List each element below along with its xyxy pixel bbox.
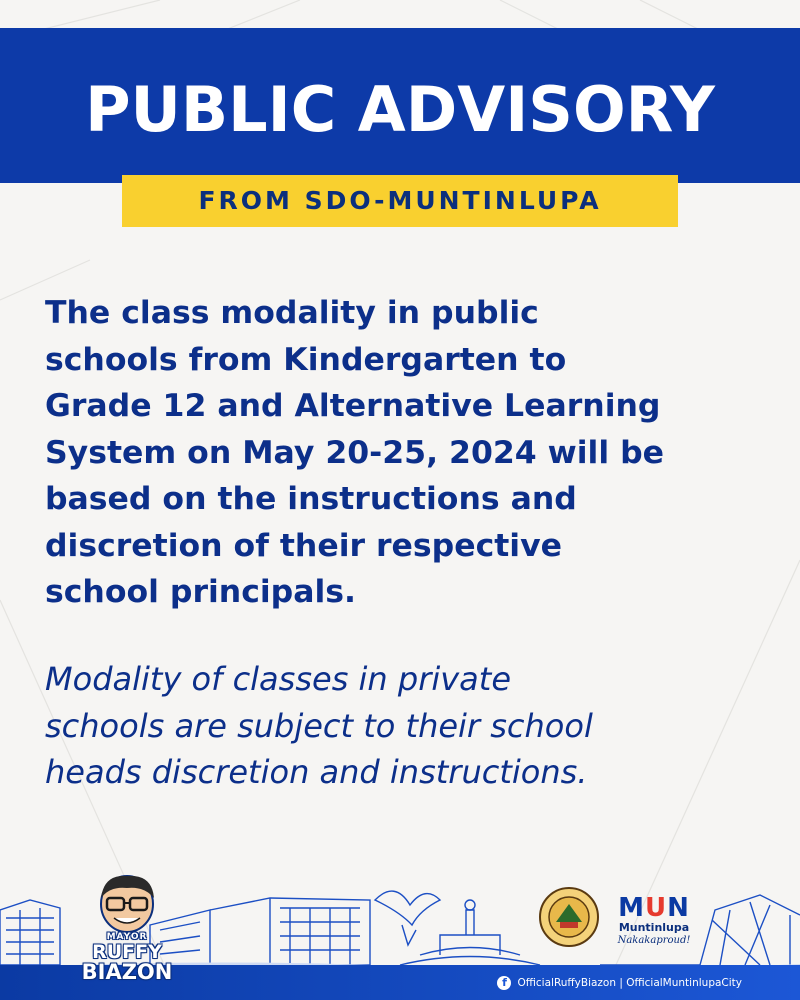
main-line: Grade 12 and Alternative Learning [45,388,661,424]
italic-line: schools are subject to their school [45,706,593,745]
advisory-main-text [45,290,765,616]
italic-line: heads discretion and instructions. [45,753,588,791]
mayor-first-name: RUFFY [92,941,162,963]
main-line: based on the instructions and [45,481,577,517]
mun-city-name: Muntinlupa [618,921,690,934]
subtitle-box [122,175,678,227]
main-line: System on May 20-25, 2024 will be [45,434,665,471]
city-seal-icon [538,886,600,948]
mun-tagline: Nakakaproud! [617,935,691,946]
social-handles-text: OfficialRuffyBiazon | OfficialMuntinlupaCity [517,977,742,989]
advisory-private-schools-note [45,656,765,796]
main-line: schools from Kindergarten to [45,341,567,378]
mun-letter-n: N [667,893,690,923]
mun-letter-m: M [618,893,645,923]
main-line: The class modality in public [45,295,539,331]
muntinlupa-logo [614,895,694,955]
social-handles [497,973,742,993]
advisory-title: PUBLIC ADVISORY [85,73,715,146]
mayor-title: MAYOR [106,932,148,942]
advisory-subtitle: FROM SDO-MUNTINLUPA [198,186,602,215]
main-line: discretion of their respective [45,527,562,564]
mayor-caricature-icon [72,870,182,935]
italic-line: Modality of classes in private [45,660,512,698]
main-line: school principals. [45,574,356,610]
mun-letter-u: U [644,893,668,923]
mun-wordmark [614,895,694,921]
mayor-last-name: BIAZON [81,960,173,984]
facebook-icon: f [497,976,511,990]
mayor-badge [72,870,182,995]
